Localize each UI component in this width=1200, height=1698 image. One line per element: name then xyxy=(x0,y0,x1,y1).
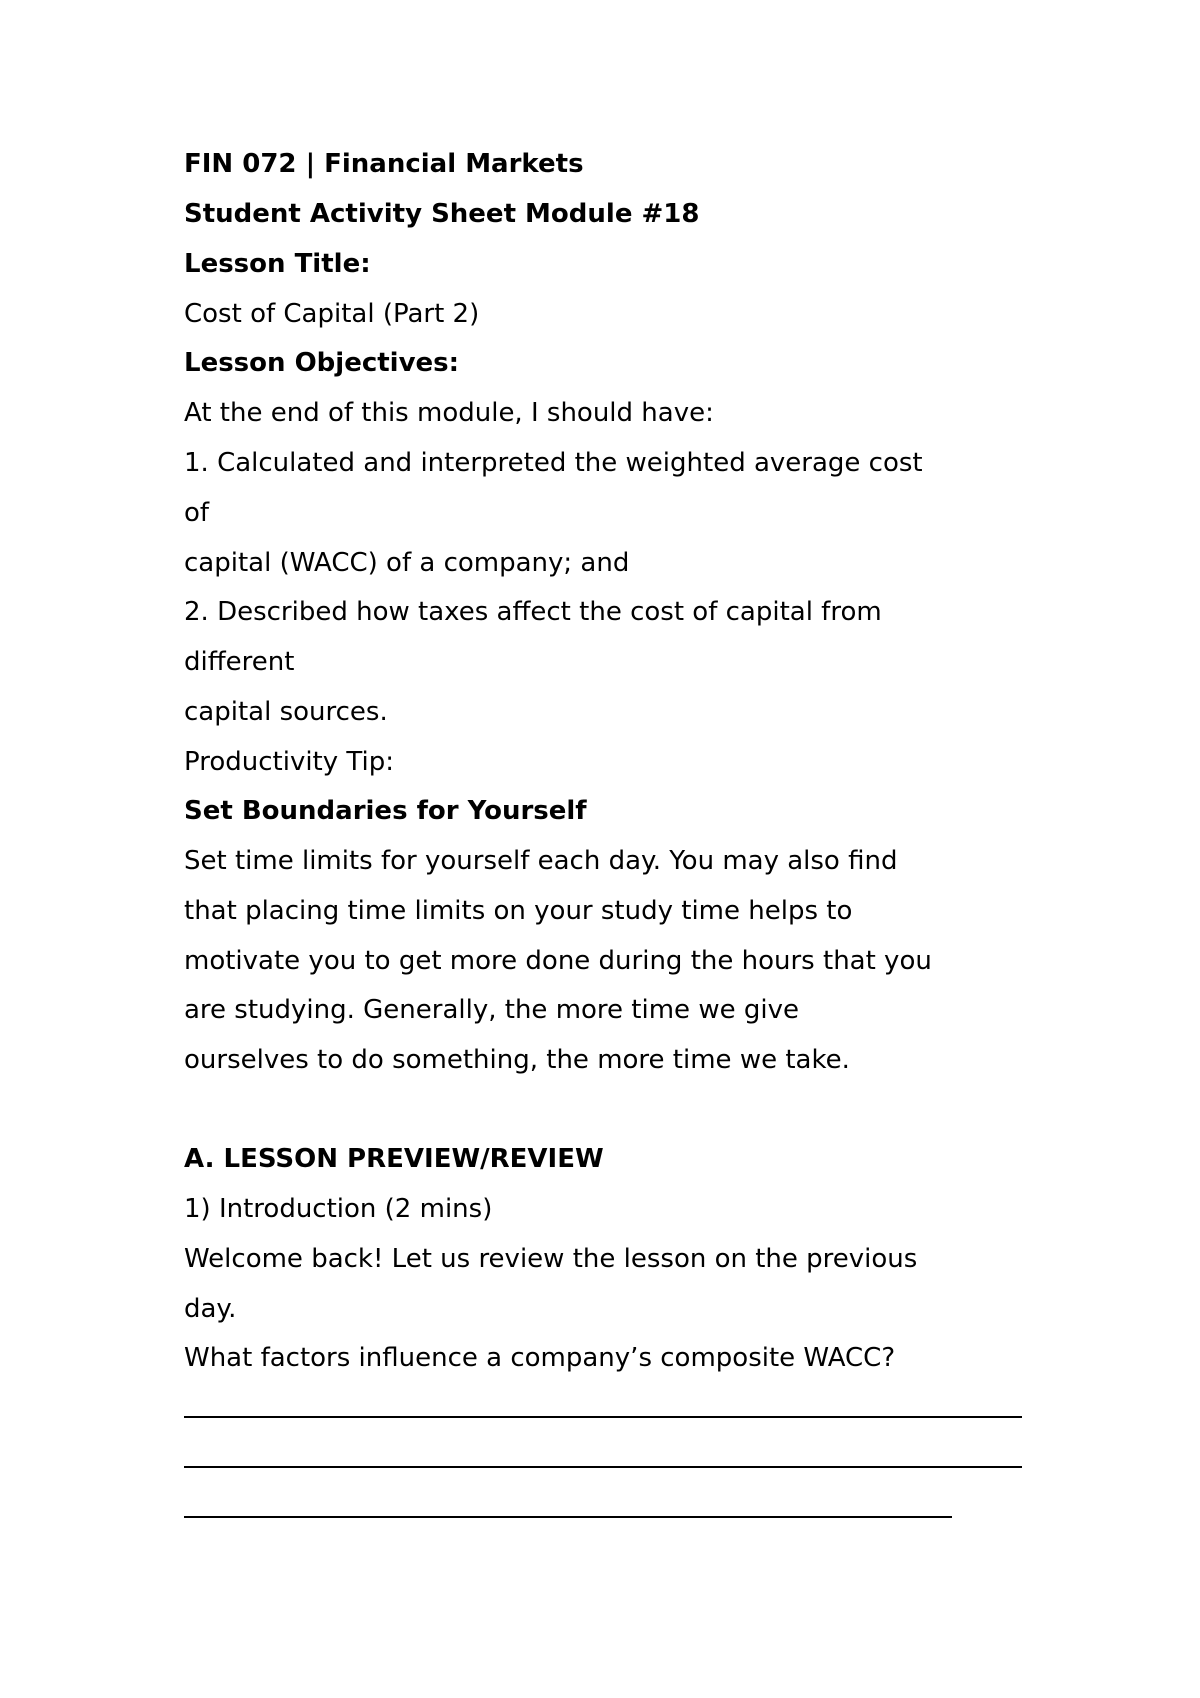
tip-body-line: ourselves to do something, the more time we take. xyxy=(184,1045,850,1075)
objective-1-line: 1. Calculated and interpreted the weighted average cost xyxy=(184,448,923,478)
question: What factors influence a company’s composite WACC? xyxy=(184,1343,896,1373)
lesson-title: Cost of Capital (Part 2) xyxy=(184,299,480,329)
intro-body-line: day. xyxy=(184,1294,237,1324)
objective-2-line: 2. Described how taxes affect the cost of capital from xyxy=(184,597,882,627)
answer-line[interactable] xyxy=(184,1416,1022,1418)
intro-label: 1) Introduction (2 mins) xyxy=(184,1194,493,1224)
sheet-title: Student Activity Sheet Module #18 xyxy=(184,199,700,229)
tip-body-line: that placing time limits on your study time helps to xyxy=(184,896,853,926)
course-header: FIN 072 | Financial Markets xyxy=(184,149,584,179)
answer-line[interactable] xyxy=(184,1516,952,1518)
tip-label: Productivity Tip: xyxy=(184,747,394,777)
lesson-title-label: Lesson Title: xyxy=(184,249,371,279)
tip-body-line: motivate you to get more done during the hours that you xyxy=(184,946,932,976)
objective-1-line: of xyxy=(184,498,210,528)
section-a-heading: A. LESSON PREVIEW/REVIEW xyxy=(184,1144,604,1174)
tip-title: Set Boundaries for Yourself xyxy=(184,796,587,826)
answer-line[interactable] xyxy=(184,1466,1022,1468)
tip-body-line: are studying. Generally, the more time we give xyxy=(184,995,799,1025)
intro-body-line: Welcome back! Let us review the lesson on the previous xyxy=(184,1244,918,1274)
objective-2-line: different xyxy=(184,647,295,677)
objectives-label: Lesson Objectives: xyxy=(184,348,460,378)
objective-1-line: capital (WACC) of a company; and xyxy=(184,548,630,578)
objectives-intro: At the end of this module, I should have: xyxy=(184,398,714,428)
objective-2-line: capital sources. xyxy=(184,697,388,727)
tip-body-line: Set time limits for yourself each day. You may also find xyxy=(184,846,898,876)
